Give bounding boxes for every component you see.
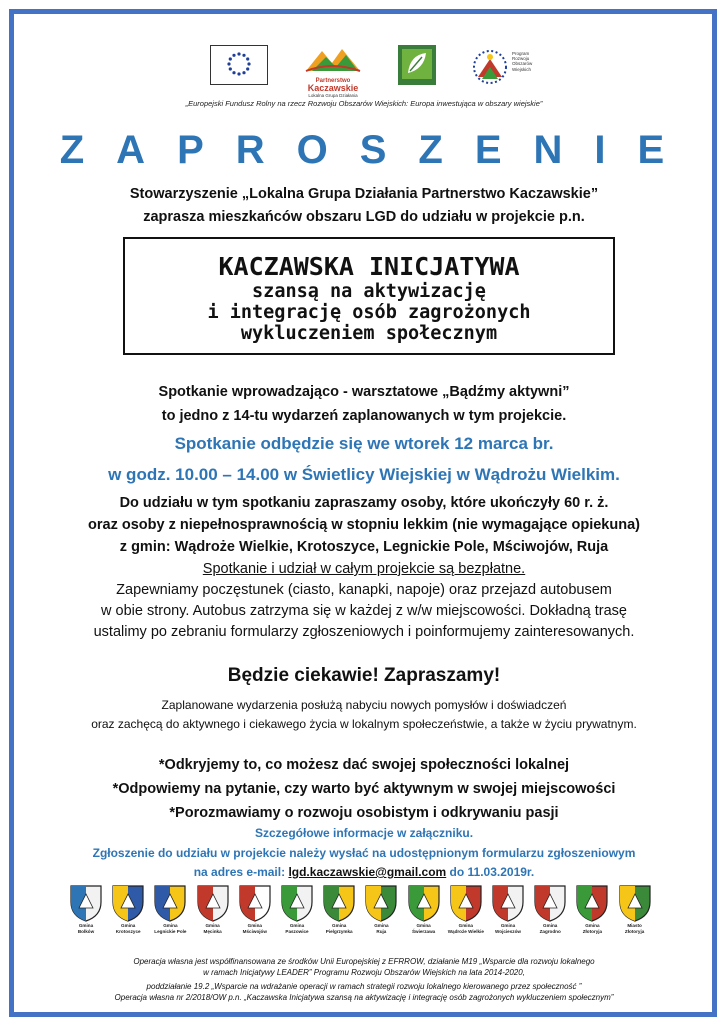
coat-of-arms-icon: [238, 884, 272, 922]
coat-of-arms-icon: [618, 884, 652, 922]
provide-line-2: w obie strony. Autobus zatrzyma się w każdej z w/w miejscowości. Dokładną trasę: [101, 603, 627, 619]
crest-label: Krotoszyce: [115, 929, 141, 935]
coat-of-arms-icon: [575, 884, 609, 922]
crest-label: Złotoryja: [624, 929, 645, 935]
crest-label: Złotoryja: [582, 929, 603, 935]
crest-item: [233, 884, 277, 935]
details-note: Szczegółowe informacje w załączniku.: [254, 826, 474, 840]
crest-item: [486, 884, 530, 935]
prow-line1: Program: [512, 51, 530, 56]
crest-label: Gmina: [121, 923, 136, 928]
crest-label: Gmina: [205, 923, 220, 928]
crest-label: Gmina: [374, 923, 389, 928]
crest-label: Zagrodno: [539, 929, 561, 935]
crest-item: [402, 884, 446, 935]
footer-line-1: Operacja własna jest współfinansowana ze środków Unii Europejskiej z EFRROW, działanie M19 „Wsparcie dla rozwoju lokalnego: [133, 957, 595, 966]
crest-label: Gmina: [289, 923, 305, 928]
planned-line-2: oraz zachęcą do aktywnego i ciekawego życia w lokalnym społeczeństwie, a także w życiu prywatnym.: [91, 717, 637, 731]
fund-caption: „Europejski Fundusz Rolny na rzecz Rozwoju Obszarów Wiejskich: Europa inwestująca w obszary wiejskie”: [185, 99, 543, 108]
crest-label: Bolków: [77, 929, 95, 935]
coat-of-arms-icon: [153, 884, 187, 922]
crest-label: Mściwojów: [242, 929, 267, 935]
crest-item: [613, 884, 657, 935]
bullet-2: *Odpowiemy na pytanie, czy warto być aktywnym w swojej miejscowości: [112, 781, 616, 797]
project-title-box: [123, 237, 615, 355]
coat-of-arms-icon: [69, 884, 103, 922]
crest-label: Gmina: [332, 923, 347, 928]
crest-label: Pielgrzymka: [325, 929, 353, 935]
logo-bar: [0, 45, 728, 98]
planned-line-1: Zaplanowane wydarzenia posłużą nabyciu nowych pomysłów i doświadczeń: [161, 698, 567, 712]
registration-prefix: na adres e-mail:: [193, 865, 289, 879]
coat-of-arms-icon: [322, 884, 356, 922]
coat-of-arms-icon: [280, 884, 314, 922]
lgd-logo-line2: Kaczawskie: [307, 83, 359, 93]
lgd-partnerstwo-kaczawskie-logo: [302, 45, 364, 98]
crest-label: Ruja: [376, 929, 387, 935]
eu-flag-icon: [210, 45, 268, 85]
prow-line3: Obszarów: [512, 61, 533, 67]
crest-item: [444, 884, 488, 935]
registration-line-1: Zgłoszenie do udziału w projekcie należy wysłać na udostępnionym formularzu zgłoszeniowym: [92, 846, 636, 860]
crest-item: [148, 884, 192, 935]
registration-deadline: do 11.03.2019r.: [446, 865, 535, 879]
footer-line-4: Operacja własna nr 2/2018/OW p.n. „Kaczawska Inicjatywa szansą na aktywizację i integrację osób zagrożonych wykluczeniem społecznym”: [114, 993, 614, 1002]
coat-of-arms-icon: [533, 884, 567, 922]
intro-line-1: Stowarzyszenie „Lokalna Grupa Działania Partnerstwo Kaczawskie”: [129, 186, 599, 202]
registration-line-2: [0, 865, 728, 879]
leader-logo: [398, 45, 436, 85]
crest-item: [317, 884, 361, 935]
crest-label: Gmina: [585, 923, 600, 928]
bullet-1: *Odkryjemy to, co możesz dać swojej społeczności lokalnej: [158, 757, 570, 773]
footer-line-2: w ramach Inicjatywy LEADER” Programu Rozwoju Obszarów Wiejskich na lata 2014-2020,: [203, 968, 525, 977]
crest-item: [106, 884, 150, 935]
crest-label: Świerzawa: [411, 929, 436, 935]
email-link[interactable]: lgd.kaczawskie@gmail.com: [288, 865, 447, 879]
crest-label: Gmina: [247, 923, 262, 928]
crest-label: Gmina: [500, 923, 516, 928]
crest-item: [528, 884, 572, 935]
project-title-line-3: i integrację osób zagrożonych: [207, 302, 531, 323]
fun-headline: Będzie ciekawie! Zapraszamy!: [227, 665, 501, 686]
provide-line-3: ustalimy po zebraniu formularzy zgłoszeniowych i poinformujemy zainteresowanych.: [93, 624, 635, 640]
crest-item: [64, 884, 108, 935]
meeting-date: Spotkanie odbędzie się we wtorek 12 marca br.: [174, 434, 554, 453]
footer-line-3: poddziałanie 19.2 „Wsparcie na wdrażanie operacji w ramach strategii rozwoju lokalnego kierowanego przez społeczność ”: [146, 982, 582, 991]
free-participation-note: Spotkanie i udział w całym projekcie są bezpłatne.: [202, 561, 526, 577]
invited-line-1: Do udziału w tym spotkaniu zapraszamy osoby, które ukończyły 60 r. ż.: [119, 495, 609, 511]
crest-label: Miasto: [627, 923, 642, 928]
crest-label: Gmina: [163, 923, 178, 928]
crest-label: Gmina: [416, 923, 431, 928]
project-title-line-2: szansą na aktywizację: [252, 281, 486, 302]
meeting-place: w godz. 10.00 – 14.00 w Świetlicy Wiejskiej w Wądrożu Wielkim.: [108, 465, 620, 484]
project-title-line-4: wykluczeniem społecznym: [240, 323, 498, 344]
crest-item: [359, 884, 403, 935]
page-title: ZAPROSZENIE: [59, 128, 697, 172]
crest-label: Gmina: [458, 923, 473, 928]
crest-label: Wądroże Wielkie: [447, 929, 484, 935]
project-title-line-1: KACZAWSKA INICJATYWA: [218, 252, 520, 281]
crest-item: [191, 884, 235, 935]
meeting-line-1: Spotkanie wprowadzająco - warsztatowe „Bądźmy aktywni”: [158, 384, 570, 400]
crest-item: [570, 884, 614, 935]
prow-line2: Rozwoju: [512, 56, 530, 62]
intro-line-2: zaprasza mieszkańców obszaru LGD do udziału w projekcie p.n.: [143, 209, 585, 225]
prow-line4: Wiejskich: [512, 66, 532, 72]
invited-line-2: oraz osoby z niepełnosprawnością w stopniu lekkim (nie wymagające opiekuna): [88, 517, 640, 533]
bullet-3: *Porozmawiamy o rozwoju osobistym i odkrywaniu pasji: [169, 805, 559, 821]
coat-of-arms-icon: [364, 884, 398, 922]
coat-of-arms-icon: [449, 884, 483, 922]
prow-logo: [470, 45, 550, 91]
coat-of-arms-icon: [407, 884, 441, 922]
crest-label: Paszowice: [285, 929, 309, 935]
crest-label: Męcinka: [203, 929, 222, 935]
lgd-logo-line1: Partnerstwo: [315, 78, 351, 84]
provide-line-1: Zapewniamy poczęstunek (ciasto, kanapki, napoje) oraz przejazd autobusem: [116, 582, 612, 598]
coat-of-arms-icon: [491, 884, 525, 922]
invited-line-3: z gmin: Wądroże Wielkie, Krotoszyce, Legnickie Pole, Mściwojów, Ruja: [119, 539, 609, 555]
crest-label: Gmina: [78, 923, 94, 928]
coat-of-arms-icon: [196, 884, 230, 922]
crest-label: Legnickie Pole: [154, 929, 187, 935]
coat-of-arms-icon: [111, 884, 145, 922]
meeting-line-2: to jedno z 14-tu wydarzeń zaplanowanych w tym projekcie.: [161, 408, 567, 424]
crest-label: Gmina: [543, 923, 558, 928]
crest-label: Wojcieszów: [495, 929, 521, 935]
municipality-crests: [64, 884, 664, 948]
lgd-logo-line3: Lokalna Grupa Działania: [308, 93, 358, 98]
crest-item: [275, 884, 319, 935]
